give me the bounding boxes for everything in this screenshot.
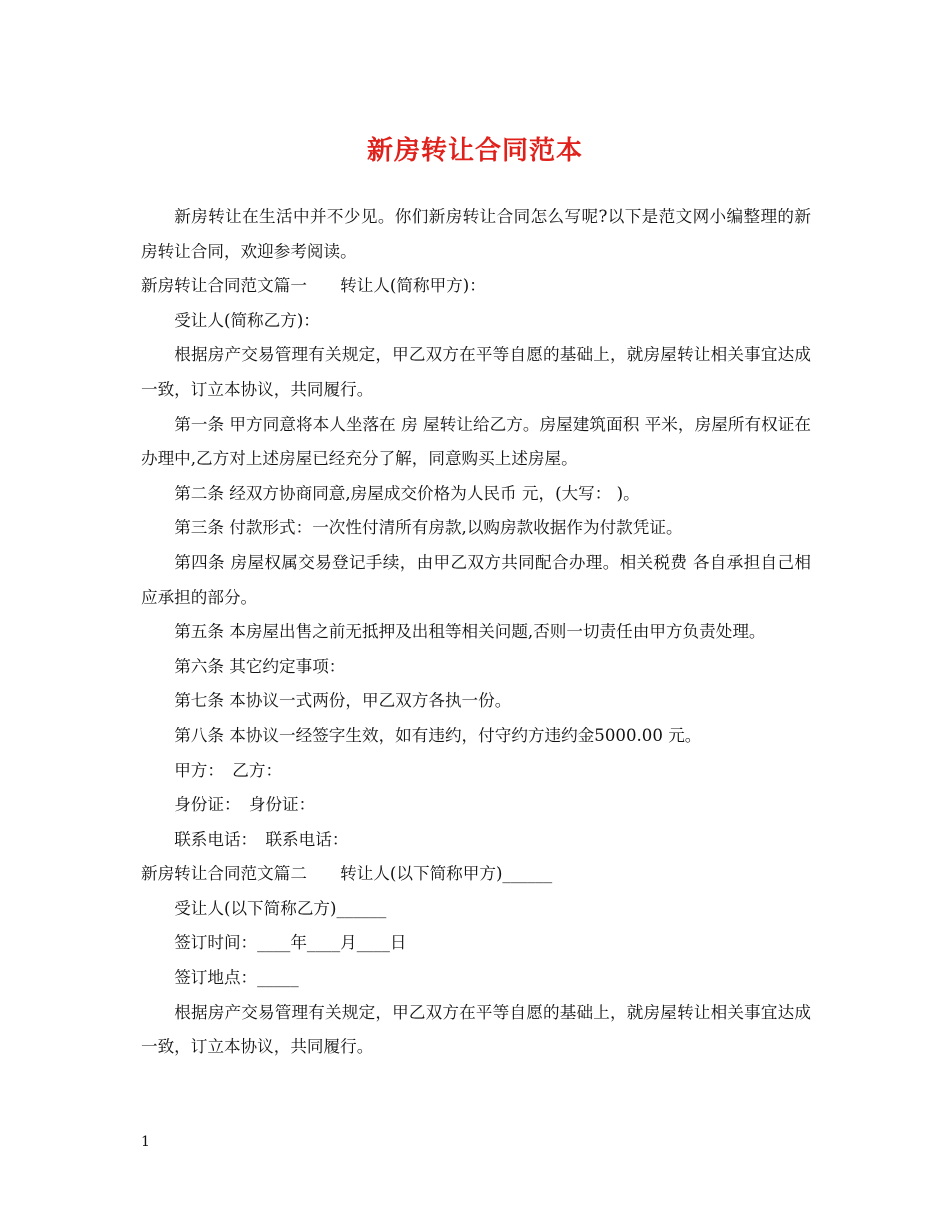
document-body bbox=[141, 200, 811, 1065]
paragraph: 第五条 本房屋出售之前无抵押及出租等相关问题,否则一切责任由甲方负责处理。 bbox=[174, 622, 766, 642]
paragraph: 新房转让合同范文篇一 转让人(简称甲方)： bbox=[141, 276, 486, 296]
paragraph: 根据房产交易管理有关规定，甲乙双方在平等自愿的基础上，就房屋转让相关事宜达成一致，订立本协议，共同履行。 bbox=[141, 1002, 811, 1057]
document-title: 新房转让合同范本 bbox=[366, 136, 583, 166]
paragraph: 第三条 付款形式：一次性付清所有房款,以购房款收据作为付款凭证。 bbox=[174, 518, 683, 538]
paragraph: 根据房产交易管理有关规定，甲乙双方在平等自愿的基础上，就房屋转让相关事宜达成一致，订立本协议，共同履行。 bbox=[141, 345, 811, 399]
paragraph: 第四条 房屋权属交易登记手续，由甲乙双方共同配合办理。相关税费 各自承担自己相应承担的部分。 bbox=[141, 552, 811, 607]
paragraph: 第八条 本协议一经签字生效，如有违约，付守约方违约金5000.00 元。 bbox=[174, 725, 702, 745]
paragraph: 签订地点：_____ bbox=[174, 968, 299, 988]
paragraph: 签订时间：____年____月____日 bbox=[174, 933, 407, 953]
paragraph: 受让人(简称乙方)： bbox=[174, 310, 320, 330]
paragraph: 第七条 本协议一式两份，甲乙双方各执一份。 bbox=[174, 691, 512, 711]
paragraph: 新房转让合同范文篇二 转让人(以下简称甲方)______ bbox=[141, 864, 553, 884]
paragraph: 联系电话： 联系电话： bbox=[174, 829, 349, 849]
page-number: 1 bbox=[141, 1134, 150, 1150]
paragraph: 新房转让在生活中并不少见。你们新房转让合同怎么写呢?以下是范文网小编整理的新房转让合同，欢迎参考阅读。 bbox=[141, 207, 811, 261]
paragraph: 受让人(以下简称乙方)______ bbox=[174, 898, 387, 918]
paragraph: 身份证： 身份证： bbox=[174, 795, 316, 815]
paragraph: 甲方： 乙方： bbox=[174, 760, 283, 780]
paragraph: 第一条 甲方同意将本人坐落在 房 屋转让给乙方。房屋建筑面积 平米，房屋所有权证在办理中,乙方对上述房屋已经充分了解，同意购买上述房屋。 bbox=[141, 414, 811, 469]
paragraph: 第二条 经双方协商同意,房屋成交价格为人民币 元，(大写： )。 bbox=[174, 483, 640, 503]
paragraph: 第六条 其它约定事项： bbox=[174, 656, 346, 676]
